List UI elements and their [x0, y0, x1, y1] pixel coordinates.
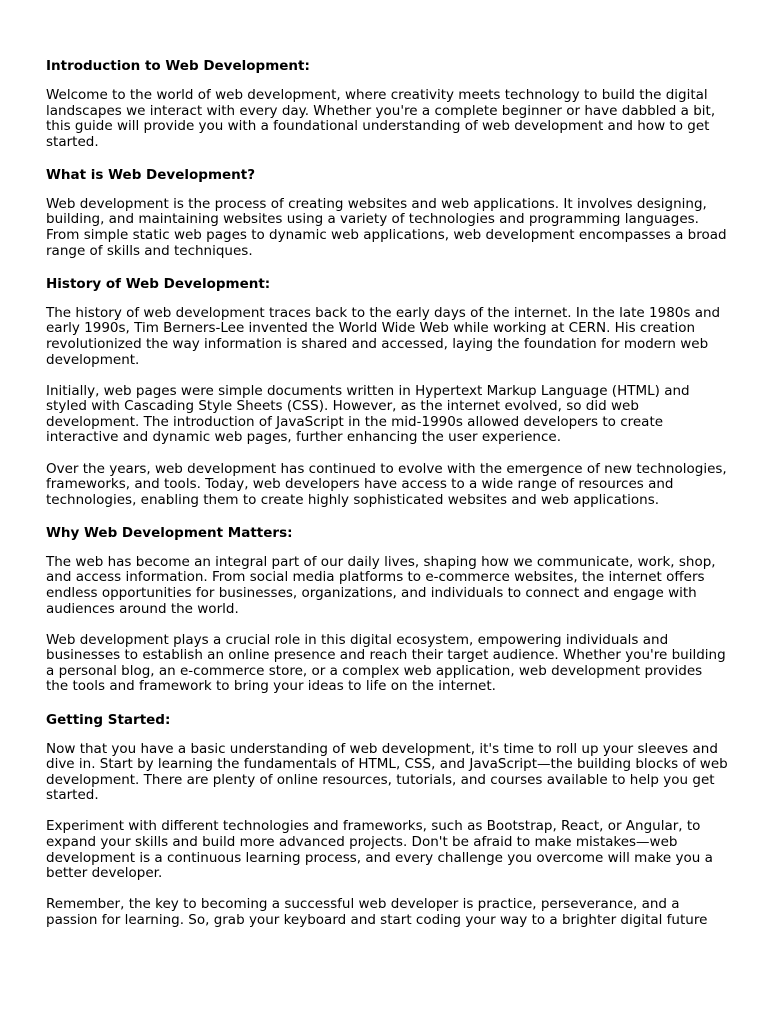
paragraph-history-2: Initially, web pages were simple documents written in Hypertext Markup Language (HTML) and styled with Cascading Style Sheets (CSS). However, as the internet evolved, so did web development. The introduction of JavaScript in the mid-1990s allowed developers to create interactive and dynamic web pages, further enhancing the user experience.: [46, 382, 690, 446]
paragraph-introduction: Welcome to the world of web development, where creativity meets technology to build the digital landscapes we interact with every day. Whether you're a complete beginner or have dabbled a bit, this guide will provide you with a foundational understanding of web development and how to get started.: [46, 87, 716, 150]
paragraph-why-matters-1: The web has become an integral part of our daily lives, shaping how we communicate, work, shop, and access information. From social media platforms to e-commerce websites, the internet offers endless opportunities for businesses, organizations, and individuals to connect and engage with audiences around the world.: [46, 553, 716, 617]
section-heading-history: History of Web Development:: [46, 275, 271, 292]
paragraph-history-1: The history of web development traces back to the early days of the internet. In the late 1980s and early 1990s, Tim Berners-Lee invented the World Wide Web while working at CERN. His creation revolutionized the way information is shared and accessed, laying the foundation for modern web development.: [46, 304, 721, 368]
paragraph-getting-started-1: Now that you have a basic understanding of web development, it's time to roll up your sleeves and dive in. Start by learning the fundamentals of HTML, CSS, and JavaScript—the building blocks of web development. There are plenty of online resources, tutorials, and courses available to help you get started.: [46, 740, 728, 804]
paragraph-getting-started-2: Experiment with different technologies and frameworks, such as Bootstrap, React, or Angular, to expand your skills and build more advanced projects. Don't be afraid to make mistakes—web development is a continuous learning process, and every challenge you overcome will make you a better developer.: [46, 818, 713, 882]
section-heading-what-is: What is Web Development?: [46, 166, 256, 183]
section-heading-introduction: Introduction to Web Development:: [46, 58, 310, 74]
paragraph-getting-started-3: Remember, the key to becoming a successful web developer is practice, perseverance, and a passion for learning. So, grab your keyboard and start coding your way to a brighter digital future: [46, 896, 708, 928]
section-heading-why-matters: Why Web Development Matters:: [46, 524, 293, 541]
paragraph-what-is: Web development is the process of creating websites and web applications. It involves designing, building, and maintaining websites using a variety of technologies and programming languages. From simple static web pages to dynamic web applications, web development encompasses a broad range of skills and techniques.: [46, 195, 727, 259]
paragraph-why-matters-2: Web development plays a crucial role in this digital ecosystem, empowering individuals and businesses to establish an online presence and reach their target audience. Whether you're building a personal blog, an e-commerce store, or a complex web application, web development provides the tools and framework to bring your ideas to life on the internet.: [46, 631, 726, 695]
paragraph-history-3: Over the years, web development has continued to evolve with the emergence of new technologies, frameworks, and tools. Today, web developers have access to a wide range of resources and technologies, enabling them to create highly sophisticated websites and web applications.: [46, 460, 727, 508]
section-heading-getting-started: Getting Started:: [46, 711, 171, 728]
